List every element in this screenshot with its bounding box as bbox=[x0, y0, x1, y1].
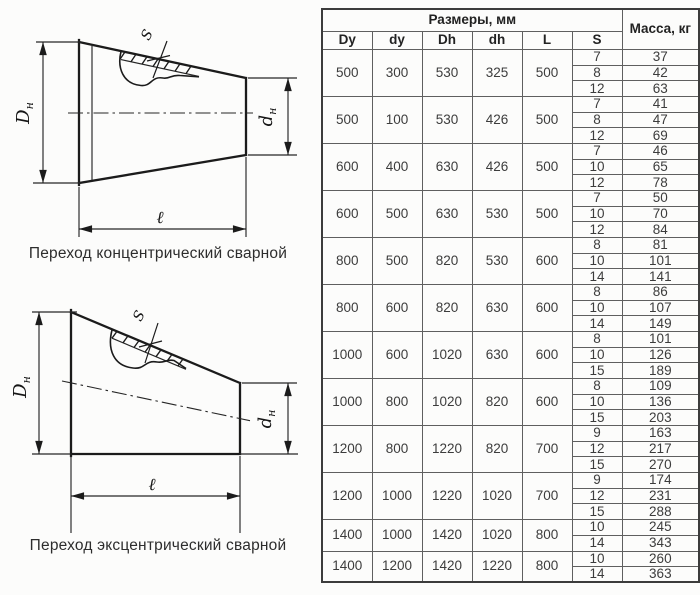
cell-dh: 1020 bbox=[472, 473, 522, 520]
table-row bbox=[322, 473, 699, 489]
eccentric-caption: Переход эксцентрический сварной bbox=[29, 537, 287, 554]
cell-S: 9 bbox=[572, 473, 622, 489]
cell-L: 600 bbox=[522, 332, 572, 379]
cell-mass: 163 bbox=[622, 426, 699, 442]
cell-L: 600 bbox=[522, 379, 572, 426]
cell-dy: 800 bbox=[372, 426, 422, 473]
cell-dh: 820 bbox=[472, 426, 522, 473]
cell-Dh: 1220 bbox=[422, 426, 472, 473]
cell-dh: 426 bbox=[472, 97, 522, 144]
wall-thickness-label: S bbox=[138, 27, 157, 44]
cell-dy: 400 bbox=[372, 144, 422, 191]
table-row bbox=[322, 238, 699, 254]
cell-Dh: 1420 bbox=[422, 520, 472, 551]
table-row bbox=[322, 332, 699, 348]
cell-S: 12 bbox=[572, 175, 622, 191]
cell-S: 12 bbox=[572, 128, 622, 144]
cell-S: 15 bbox=[572, 363, 622, 379]
cell-S: 14 bbox=[572, 316, 622, 332]
cell-Dh: 820 bbox=[422, 285, 472, 332]
cell-mass: 107 bbox=[622, 300, 699, 316]
cell-mass: 50 bbox=[622, 191, 699, 207]
cell-mass: 245 bbox=[622, 520, 699, 536]
cell-L: 500 bbox=[522, 191, 572, 238]
col-header-dh: dh bbox=[472, 32, 522, 50]
table-row bbox=[322, 379, 699, 395]
cell-Dy: 1200 bbox=[322, 426, 372, 473]
cell-Dh: 1020 bbox=[422, 332, 472, 379]
cell-mass: 126 bbox=[622, 347, 699, 363]
col-header-Dh: Dh bbox=[422, 32, 472, 50]
size-table bbox=[321, 8, 700, 583]
cell-mass: 109 bbox=[622, 379, 699, 395]
cell-dy: 500 bbox=[372, 238, 422, 285]
cell-dh: 530 bbox=[472, 191, 522, 238]
cell-dh: 630 bbox=[472, 285, 522, 332]
length-label: ℓ bbox=[148, 475, 156, 495]
cell-Dy: 600 bbox=[322, 191, 372, 238]
cell-Dh: 530 bbox=[422, 97, 472, 144]
cell-mass: 81 bbox=[622, 238, 699, 254]
cell-mass: 47 bbox=[622, 112, 699, 128]
cell-mass: 65 bbox=[622, 159, 699, 175]
cell-S: 10 bbox=[572, 206, 622, 222]
cell-Dy: 500 bbox=[322, 97, 372, 144]
cell-S: 12 bbox=[572, 441, 622, 457]
cell-S: 9 bbox=[572, 426, 622, 442]
cell-L: 500 bbox=[522, 50, 572, 97]
cell-Dh: 530 bbox=[422, 50, 472, 97]
cell-dy: 800 bbox=[372, 379, 422, 426]
cell-Dy: 1000 bbox=[322, 332, 372, 379]
cell-dh: 1020 bbox=[472, 520, 522, 551]
cell-S: 10 bbox=[572, 394, 622, 410]
cell-dy: 300 bbox=[372, 50, 422, 97]
cell-dh: 325 bbox=[472, 50, 522, 97]
cell-S: 10 bbox=[572, 520, 622, 536]
size-table-body bbox=[322, 50, 699, 583]
cell-S: 10 bbox=[572, 253, 622, 269]
cell-dh: 530 bbox=[472, 238, 522, 285]
cell-S: 12 bbox=[572, 222, 622, 238]
cell-S: 7 bbox=[572, 50, 622, 66]
col-header-dy: dy bbox=[372, 32, 422, 50]
cell-Dy: 600 bbox=[322, 144, 372, 191]
cell-mass: 42 bbox=[622, 65, 699, 81]
cell-S: 8 bbox=[572, 285, 622, 301]
cell-S: 10 bbox=[572, 551, 622, 567]
table-row bbox=[322, 50, 699, 66]
cell-dy: 1000 bbox=[372, 520, 422, 551]
cell-S: 12 bbox=[572, 81, 622, 97]
cell-mass: 78 bbox=[622, 175, 699, 191]
cell-mass: 343 bbox=[622, 535, 699, 551]
col-header-S: S bbox=[572, 32, 622, 50]
cell-S: 8 bbox=[572, 65, 622, 81]
cell-L: 500 bbox=[522, 97, 572, 144]
cell-dh: 426 bbox=[472, 144, 522, 191]
cell-mass: 174 bbox=[622, 473, 699, 489]
cell-dh: 1220 bbox=[472, 551, 522, 582]
small-diameter-label: $d_н$ bbox=[255, 409, 278, 429]
table-row bbox=[322, 285, 699, 301]
cell-mass: 149 bbox=[622, 316, 699, 332]
cell-L: 800 bbox=[522, 520, 572, 551]
cell-mass: 37 bbox=[622, 50, 699, 66]
cell-mass: 203 bbox=[622, 410, 699, 426]
table-row bbox=[322, 551, 699, 567]
cell-Dh: 1420 bbox=[422, 551, 472, 582]
cell-mass: 101 bbox=[622, 332, 699, 348]
table-row bbox=[322, 144, 699, 160]
cell-Dy: 800 bbox=[322, 285, 372, 332]
cell-S: 14 bbox=[572, 269, 622, 285]
cell-Dy: 1000 bbox=[322, 379, 372, 426]
table-row bbox=[322, 426, 699, 442]
table-title: Размеры, мм bbox=[322, 9, 622, 32]
cell-mass: 270 bbox=[622, 457, 699, 473]
cell-S: 15 bbox=[572, 457, 622, 473]
cell-mass: 84 bbox=[622, 222, 699, 238]
cell-mass: 86 bbox=[622, 285, 699, 301]
cell-mass: 141 bbox=[622, 269, 699, 285]
cell-S: 8 bbox=[572, 379, 622, 395]
col-header-Dy: Dy bbox=[322, 32, 372, 50]
small-diameter-label: $d_н$ bbox=[256, 107, 279, 127]
cell-S: 7 bbox=[572, 144, 622, 160]
cell-S: 10 bbox=[572, 300, 622, 316]
cell-L: 600 bbox=[522, 285, 572, 332]
cell-mass: 70 bbox=[622, 206, 699, 222]
cell-Dh: 1220 bbox=[422, 473, 472, 520]
cell-Dy: 1400 bbox=[322, 520, 372, 551]
cell-S: 8 bbox=[572, 112, 622, 128]
cell-S: 8 bbox=[572, 332, 622, 348]
cell-S: 15 bbox=[572, 504, 622, 520]
cell-Dh: 630 bbox=[422, 144, 472, 191]
centerline bbox=[62, 381, 250, 421]
cell-S: 12 bbox=[572, 488, 622, 504]
concentric-caption: Переход концентрический сварной bbox=[28, 245, 288, 262]
cell-S: 7 bbox=[572, 191, 622, 207]
big-diameter-label: $D_н$ bbox=[13, 102, 36, 124]
cell-dy: 1000 bbox=[372, 473, 422, 520]
table-row bbox=[322, 191, 699, 207]
big-diameter-label: $D_н$ bbox=[10, 376, 33, 398]
cell-Dy: 1400 bbox=[322, 551, 372, 582]
cell-mass: 217 bbox=[622, 441, 699, 457]
cell-L: 700 bbox=[522, 426, 572, 473]
cell-mass: 363 bbox=[622, 567, 699, 583]
cell-L: 700 bbox=[522, 473, 572, 520]
wall-thickness-label: S bbox=[130, 308, 149, 325]
cell-Dy: 500 bbox=[322, 50, 372, 97]
cell-mass: 101 bbox=[622, 253, 699, 269]
mass-column-header: Масса, кг bbox=[622, 9, 699, 50]
cell-S: 10 bbox=[572, 159, 622, 175]
cell-dh: 630 bbox=[472, 332, 522, 379]
cell-L: 500 bbox=[522, 144, 572, 191]
cell-Dh: 630 bbox=[422, 191, 472, 238]
eccentric-weld-section bbox=[110, 323, 186, 369]
cell-mass: 63 bbox=[622, 81, 699, 97]
cell-mass: 46 bbox=[622, 144, 699, 160]
col-header-L: L bbox=[522, 32, 572, 50]
cell-Dy: 800 bbox=[322, 238, 372, 285]
cell-mass: 41 bbox=[622, 97, 699, 113]
cell-S: 8 bbox=[572, 238, 622, 254]
cell-mass: 136 bbox=[622, 394, 699, 410]
cell-dy: 600 bbox=[372, 332, 422, 379]
cell-mass: 189 bbox=[622, 363, 699, 379]
cell-dh: 820 bbox=[472, 379, 522, 426]
cell-S: 10 bbox=[572, 347, 622, 363]
cell-dy: 100 bbox=[372, 97, 422, 144]
length-label: ℓ bbox=[156, 208, 164, 228]
cell-mass: 69 bbox=[622, 128, 699, 144]
cell-mass: 231 bbox=[622, 488, 699, 504]
cell-S: 15 bbox=[572, 410, 622, 426]
cell-dy: 500 bbox=[372, 191, 422, 238]
eccentric-reducer-drawing bbox=[0, 0, 316, 540]
table-row bbox=[322, 520, 699, 536]
cell-dy: 1200 bbox=[372, 551, 422, 582]
cell-L: 800 bbox=[522, 551, 572, 582]
cell-dy: 600 bbox=[372, 285, 422, 332]
table-row bbox=[322, 97, 699, 113]
cell-S: 14 bbox=[572, 567, 622, 583]
cell-mass: 260 bbox=[622, 551, 699, 567]
cell-Dy: 1200 bbox=[322, 473, 372, 520]
cell-L: 600 bbox=[522, 238, 572, 285]
cell-Dh: 820 bbox=[422, 238, 472, 285]
cell-Dh: 1020 bbox=[422, 379, 472, 426]
cell-S: 7 bbox=[572, 97, 622, 113]
cell-S: 14 bbox=[572, 535, 622, 551]
cell-mass: 288 bbox=[622, 504, 699, 520]
